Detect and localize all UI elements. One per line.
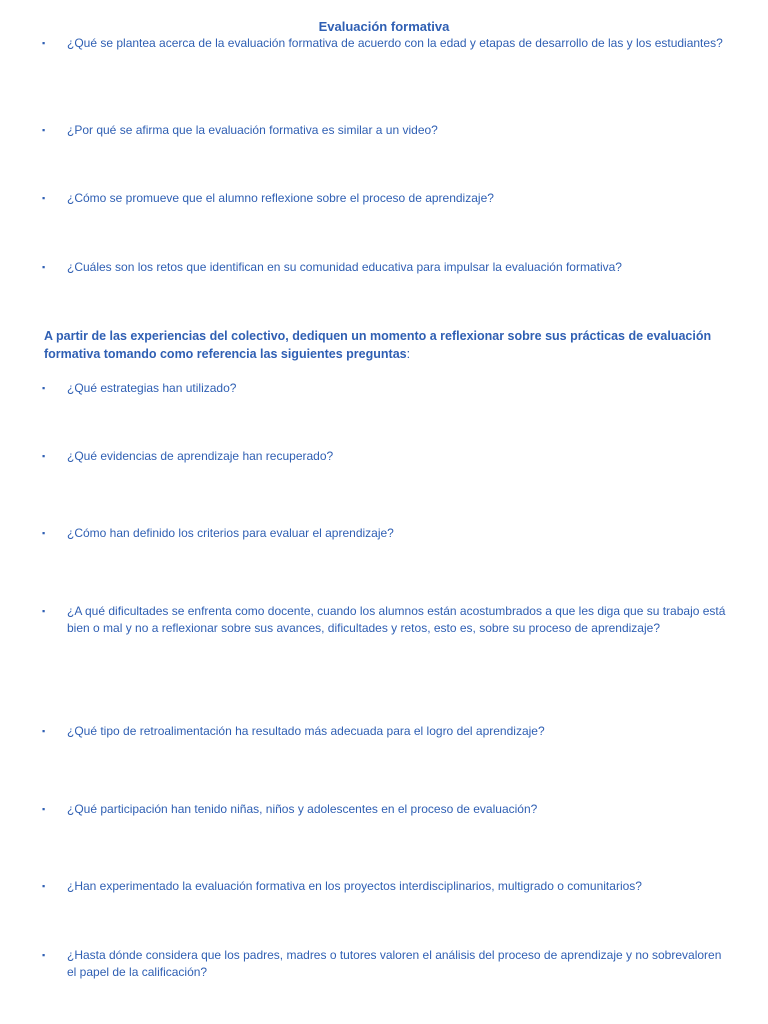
bullet-icon: ▪ (42, 125, 46, 135)
question-item (42, 525, 732, 542)
document-title: Evaluación formativa (318, 19, 450, 34)
question-text: ¿A qué dificultades se enfrenta como docente, cuando los alumnos están acostumbrados a que les diga que su trabajo está bien o mal y no a reflexionar sobre sus avances, dificultades y retos, esto es, sobre su proceso de aprendizaje? (67, 604, 726, 635)
question-item (42, 603, 732, 637)
question-text: ¿Qué tipo de retroalimentación ha resultado más adecuada para el logro del aprendizaje? (67, 724, 545, 738)
intro-colon: : (406, 347, 411, 361)
bullet-icon: ▪ (42, 262, 46, 272)
question-item (42, 190, 732, 207)
bullet-icon: ▪ (42, 451, 46, 461)
question-item (42, 448, 732, 465)
question-text: ¿Cómo han definido los criterios para evaluar el aprendizaje? (67, 526, 394, 540)
bullet-icon: ▪ (42, 950, 46, 960)
question-item (42, 380, 732, 397)
question-text: ¿Han experimentado la evaluación formativa en los proyectos interdisciplinarios, multigrado o comunitarios? (67, 879, 642, 893)
bullet-icon: ▪ (42, 726, 46, 736)
question-text: ¿Qué se plantea acerca de la evaluación formativa de acuerdo con la edad y etapas de desarrollo de las y los estudiantes? (67, 36, 723, 50)
question-item (42, 801, 732, 818)
question-text: ¿Qué participación han tenido niñas, niños y adolescentes en el proceso de evaluación? (67, 802, 538, 816)
question-text: ¿Cómo se promueve que el alumno reflexione sobre el proceso de aprendizaje? (67, 191, 494, 205)
intro-text: A partir de las experiencias del colectivo, dediquen un momento a reflexionar sobre sus prácticas de evaluación formativa tomando como referencia las siguientes preguntas (44, 329, 712, 361)
question-text: ¿Por qué se afirma que la evaluación formativa es similar a un video? (67, 123, 438, 137)
question-item (42, 259, 732, 276)
bullet-icon: ▪ (42, 38, 46, 48)
intro-paragraph (44, 327, 724, 363)
bullet-icon: ▪ (42, 606, 46, 616)
question-item (42, 723, 732, 740)
bullet-icon: ▪ (42, 881, 46, 891)
question-item (42, 878, 732, 895)
question-item (42, 947, 732, 981)
question-text: ¿Hasta dónde considera que los padres, madres o tutores valoren el análisis del proceso de aprendizaje y no sobrevaloren el papel de la calificación? (67, 948, 722, 979)
question-item (42, 122, 732, 139)
bullet-icon: ▪ (42, 528, 46, 538)
bullet-icon: ▪ (42, 383, 46, 393)
question-text: ¿Qué estrategias han utilizado? (67, 381, 237, 395)
question-text: ¿Qué evidencias de aprendizaje han recuperado? (67, 449, 334, 463)
bullet-icon: ▪ (42, 804, 46, 814)
bullet-icon: ▪ (42, 193, 46, 203)
question-item (42, 35, 732, 52)
question-text: ¿Cuáles son los retos que identifican en su comunidad educativa para impulsar la evaluación formativa? (67, 260, 622, 274)
